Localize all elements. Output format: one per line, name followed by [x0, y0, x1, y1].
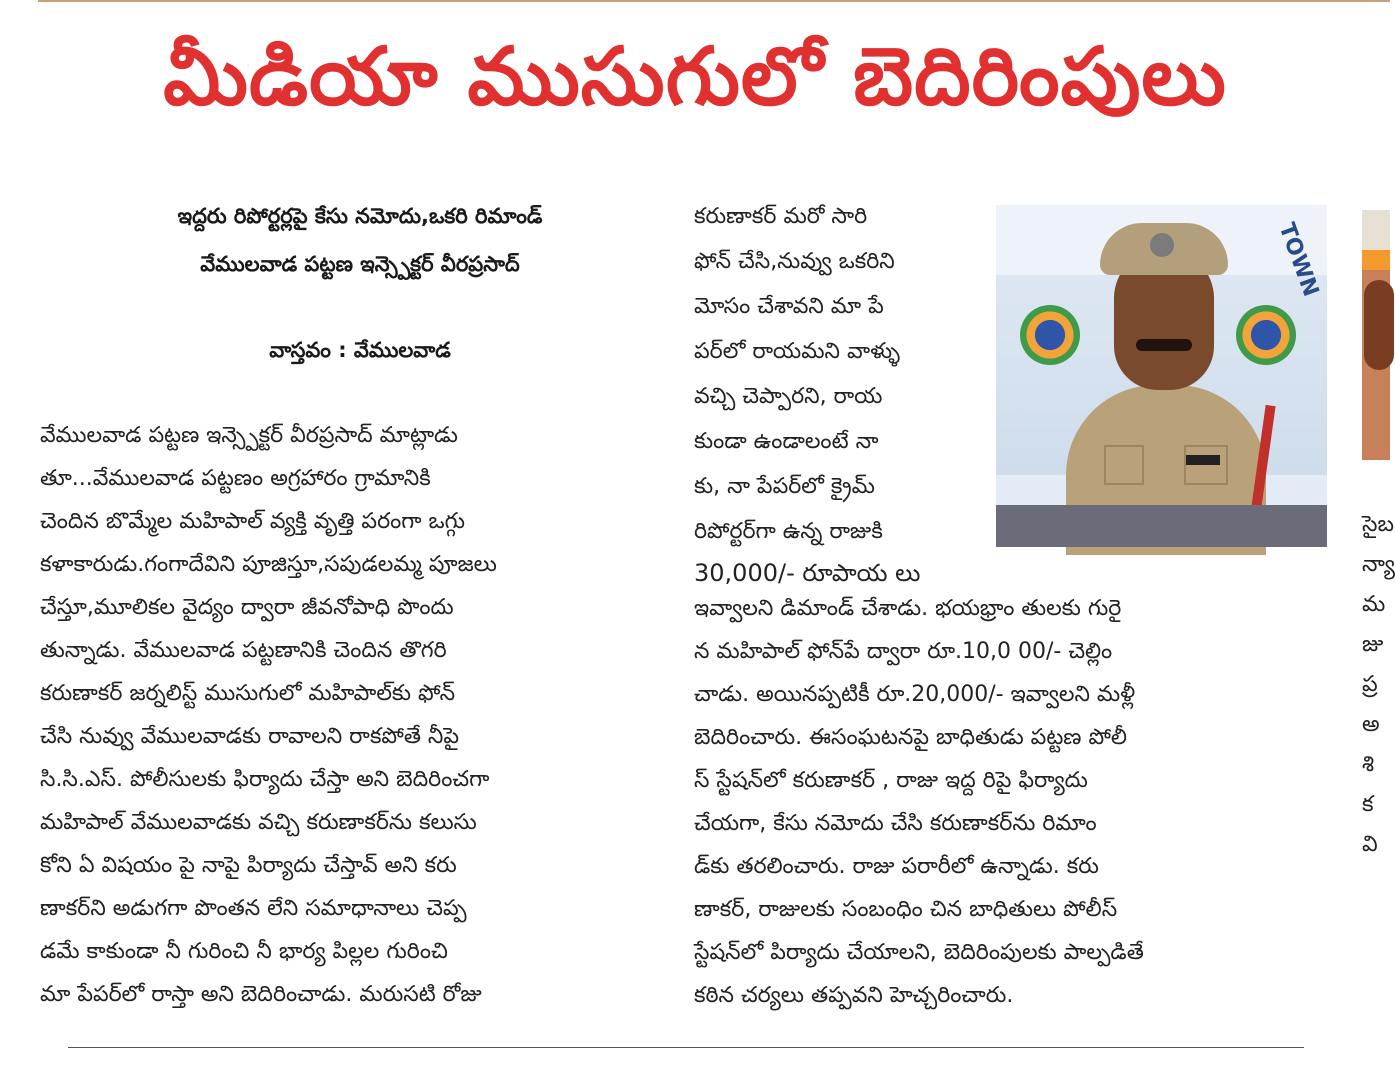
text-line: డమే కాకుండా నీ గురించి నీ భార్య పిల్లల గురించి	[40, 939, 448, 964]
text-line: కఠిన చర్యలు తప్పవని హెచ్చరించారు.	[694, 983, 1014, 1008]
text-line: తున్నాడు. వేములవాడ పట్టణానికి చెందిన తొగరి	[40, 638, 447, 663]
text-line: శి	[1362, 752, 1375, 777]
photo-town-text: TOWN	[1273, 219, 1324, 301]
nameplate	[1186, 455, 1220, 465]
side-photo-stripe	[1362, 250, 1390, 270]
text-line: ణాకర్, రాజులకు సంబంధిం చిన బాధితులు పోలీస్	[694, 897, 1118, 922]
subheading-2: వేములవాడ పట్టణ ఇన్స్పెక్టర్ వీరప్రసాద్	[200, 252, 520, 276]
text-line: వేములవాడ పట్టణ ఇన్స్పెక్టర్ వీరప్రసాద్ మాట్లాడు	[40, 423, 458, 448]
text-line: క	[1362, 792, 1374, 817]
mustache	[1136, 339, 1192, 351]
text-line: కళాకారుడు.గంగాదేవిని పూజిస్తూ,సపుడలమ్మ పూజలు	[40, 552, 497, 577]
text-line: తూ...వేములవాడ పట్టణం అగ్రహారం గ్రామానికి	[40, 466, 431, 491]
photo-foreground	[996, 505, 1327, 547]
text-line: మ	[1362, 592, 1386, 617]
text-line: కు, నా పేపర్‌లో క్రైమ్	[694, 474, 875, 499]
text-line: ణాకర్‌ని అడుగగా పొంతన లేని సమాధానాలు చెప్ప	[40, 896, 467, 921]
text-line: చేయగా, కేసు నమోదు చేసి కరుణాకర్‌ను రిమాం	[694, 811, 1097, 836]
text-line: జు	[1362, 632, 1384, 657]
text-line: కుండా ఉండాలంటే నా	[694, 429, 879, 454]
dateline: వాస్తవం : వేములవాడ	[269, 338, 451, 362]
text-line: న్యా	[1362, 552, 1395, 577]
text-line: స్ స్టేషన్‌లో కరుణాకర్ , రాజు ఇద్ద రిపై ఫిర్యాదు	[694, 768, 1088, 793]
text-line: స్టేషన్‌లో పిర్యాదు చేయాలని, బెదిరింపులకు పాల్పడితే	[694, 940, 1144, 965]
text-line: పర్‌లో రాయమని వాళ్ళు	[694, 339, 901, 364]
text-line: న మహిపాల్ ఫోన్‌పే ద్వారా రూ.10,0 00/- చెల్లిం	[694, 639, 1113, 664]
text-line: డ్‌కు తరలించారు. రాజు పరారీలో ఉన్నాడు. కరు	[694, 854, 1099, 879]
text-line: వచ్చి చెప్పారని, రాయ	[694, 384, 883, 409]
text-line: 30,000/- రూపాయ లు	[694, 559, 921, 587]
cap-badge-icon	[1150, 233, 1174, 257]
police-emblem-right-icon	[1236, 305, 1296, 365]
subheading-1: ఇద్దరు రిపోర్టర్లపై కేసు నమోదు,ఒకరి రిమాండ్	[177, 204, 543, 228]
text-line: మోసం చేశావని మా పే	[694, 294, 884, 319]
top-rule	[38, 0, 1390, 2]
adjacent-article-column	[1362, 512, 1395, 872]
text-line: చేసి నువ్వు వేములవాడకు రావాలని రాకపోతే నీపై	[40, 724, 460, 749]
text-line: ఫోన్ చేసి,నువ్వు ఒకరిని	[694, 249, 895, 274]
inspector-photo	[996, 205, 1327, 547]
text-line: మా పేపర్‌లో రాస్తా అని బెదిరించాడు. మరుసటి రోజు	[40, 982, 482, 1007]
text-line: కరుణాకర్ జర్నలిస్ట్ ముసుగులో మహిపాల్‌కు ఫోన్	[40, 681, 456, 706]
pocket-right	[1184, 445, 1228, 485]
text-line: కరుణాకర్ మరో సారి	[694, 204, 868, 229]
text-line: చేస్తూ,మూలికల వైద్యం ద్వారా జీవనోపాధి పొందు	[40, 595, 454, 620]
text-line: మహిపాల్ వేములవాడకు వచ్చి కరుణాకర్‌ను కలుసు	[40, 810, 477, 835]
pocket-left	[1104, 445, 1144, 485]
text-line: కోని ఏ విషయం పై నాపై పిర్యాదు చేస్తావ్ అని కరు	[40, 853, 457, 878]
text-line: సైబ	[1362, 512, 1394, 537]
text-line: అ	[1362, 712, 1380, 737]
text-line: ఇవ్వాలని డిమాండ్ చేశాడు. భయభ్రాం తులకు గురై	[694, 596, 1122, 621]
text-line: చాడు. అయినప్పటికీ రూ.20,000/- ఇవ్వాలని మళ్లీ	[694, 682, 1136, 707]
adjacent-article-photo	[1362, 210, 1390, 460]
text-line: చెందిన బొమ్మేల మహిపాల్ వ్యక్తి వృత్తి పరంగా ఒగ్గు	[40, 509, 466, 534]
bottom-rule	[68, 1047, 1304, 1048]
text-line: వి	[1362, 832, 1378, 857]
text-line: బెదిరించారు. ఈసంఘటనపై బాధితుడు పట్టణ పోలీ	[694, 725, 1127, 750]
text-line: రిపోర్టర్‌గా ఉన్న రాజుకి	[694, 519, 883, 544]
text-line: సి.సి.ఎస్. పోలీసులకు ఫిర్యాదు చేస్తా అని బెదిరించగా	[40, 767, 490, 792]
police-emblem-left-icon	[1020, 305, 1080, 365]
headline: మీడియా ముసుగులో బెదిరింపులు	[163, 30, 1227, 123]
side-photo-person	[1364, 280, 1394, 370]
text-line: ప్ర	[1362, 672, 1378, 697]
